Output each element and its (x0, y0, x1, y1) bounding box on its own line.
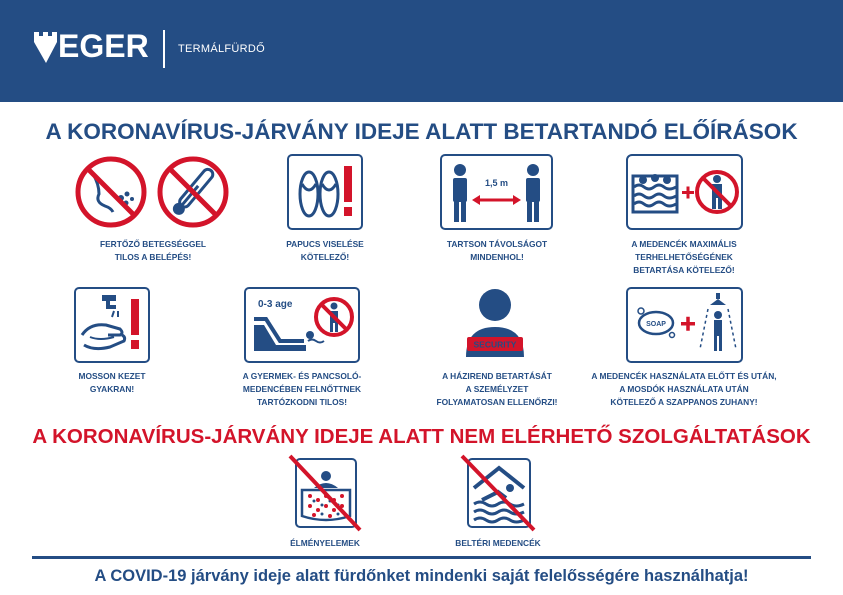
logo-divider (163, 30, 165, 68)
header-bar (0, 0, 843, 102)
pool-capacity-icon (626, 154, 743, 230)
castle-logo-icon (34, 32, 58, 66)
caption-pool-capacity: A MEDENCÉK MAXIMÁLIS TERHELHETŐSÉGÉNEK BETARTÁSA KÖTELEZŐ! (631, 239, 737, 275)
distance-label: 1,5 m (484, 178, 509, 188)
caption-no-sick-entry: FERTŐZŐ BETEGSÉGGEL TILOS A BELÉPÉS! (99, 239, 207, 262)
caption-hand-washing: MOSSON KEZET GYAKRAN! (78, 371, 146, 394)
kids-pool-icon (244, 287, 360, 363)
caption-whirlpool: ÉLMÉNYELEMEK (290, 538, 360, 548)
caption-indoor-pool: BELTÉRI MEDENCÉK (455, 538, 541, 548)
caption-soap-shower: A MEDENCÉK HASZNÁLATA ELŐTT ÉS UTÁN, A MOSDÓK HASZNÁLATA UTÁN KÖTELEZŐ A SZAPPANOS ZUHANY! (591, 371, 777, 407)
indoor-pool-crossed-icon (458, 454, 538, 534)
slippers-icon (287, 154, 363, 230)
caption-security: A HÁZIREND BETARTÁSÁT A SZEMÉLYZET FOLYAMATOSAN ELLENŐRZI! (436, 371, 558, 407)
logo-wordmark: EGER (58, 28, 149, 64)
logo-subtitle: TERMÁLFÜRDŐ (178, 43, 266, 55)
unavailable-title: A KORONAVÍRUS-JÁRVÁNY IDEJE ALATT NEM ELÉRHETŐ SZOLGÁLTATÁSOK (32, 425, 811, 448)
security-badge-label: SECURITY (473, 339, 517, 350)
soap-shower-icon (626, 287, 743, 363)
rules-title: A KORONAVÍRUS-JÁRVÁNY IDEJE ALATT BETARTANDÓ ELŐÍRÁSOK (45, 119, 798, 144)
caption-kids-pool: A GYERMEK- ÉS PANCSOLÓ- MEDENCÉBEN FELNŐTTNEK TARTÓZKODNI TILOS! (242, 371, 362, 407)
no-sick-entry-icon (73, 154, 233, 230)
footer-notice: A COVID-19 járvány ideje alatt fürdőnket mindenki saját felelősségére használhatja! (94, 567, 749, 585)
footer-divider (32, 556, 811, 559)
soap-label: SOAP (646, 321, 666, 328)
hand-washing-icon (74, 287, 150, 363)
whirlpool-crossed-icon (286, 454, 364, 534)
age-label: 0-3 age (258, 299, 293, 310)
caption-distance: TARTSON TÁVOLSÁGOT MINDENHOL! (446, 239, 548, 262)
caption-slippers: PAPUCS VISELÉSE KÖTELEZŐ! (286, 239, 364, 262)
security-staff-icon (452, 285, 538, 363)
distance-icon (440, 154, 553, 230)
